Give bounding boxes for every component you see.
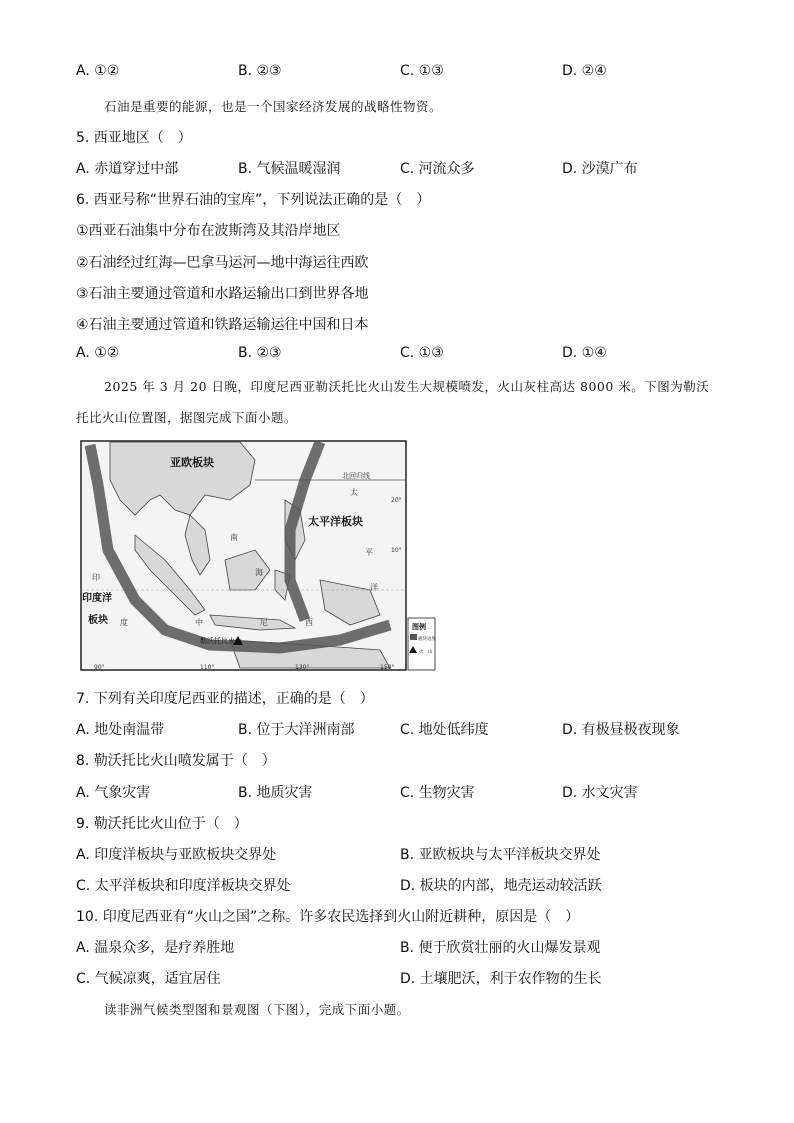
q6-options bbox=[76, 345, 736, 365]
map-char-nan: 南 bbox=[230, 533, 238, 542]
option-c: C. ①③ bbox=[400, 63, 444, 79]
map-char-xi: 西 bbox=[305, 618, 313, 627]
option-c: C. ①③ bbox=[400, 345, 444, 361]
option-d: D. 板块的内部，地壳运动较活跃 bbox=[400, 878, 602, 894]
option-b: B. ②③ bbox=[238, 345, 282, 361]
q6-stem: 6. 西亚号称“世界石油的宝库”，下列说法正确的是（ ） bbox=[76, 192, 431, 208]
option-c: C. 生物灾害 bbox=[400, 785, 475, 801]
q10-stem: 10. 印度尼西亚有“火山之国”之称。许多农民选择到火山附近耕种，原因是（ ） bbox=[76, 909, 580, 925]
pacific-plate-label: 太平洋板块 bbox=[308, 515, 363, 528]
map-legend bbox=[408, 618, 436, 670]
option-a: A. 气象灾害 bbox=[76, 785, 151, 801]
q10-options-row2 bbox=[76, 968, 736, 988]
option-d: D. 水文灾害 bbox=[562, 785, 638, 801]
q5-stem: 5. 西亚地区（ ） bbox=[76, 130, 192, 146]
option-d: D. ②④ bbox=[562, 63, 607, 79]
option-c: C. 河流众多 bbox=[400, 161, 475, 177]
option-a: A. 印度洋板块与亚欧板块交界处 bbox=[76, 847, 277, 863]
option-d: D. 沙漠广布 bbox=[562, 161, 638, 177]
volcano-location-map bbox=[80, 440, 436, 672]
option-c: C. 地处低纬度 bbox=[400, 722, 489, 738]
q4-options bbox=[76, 63, 736, 83]
map-char-ping: 平 bbox=[365, 548, 373, 557]
q8-options bbox=[76, 782, 736, 802]
legend-boundary-label: 板块边界 bbox=[418, 637, 436, 642]
option-b: B. 亚欧板块与太平洋板块交界处 bbox=[400, 847, 601, 863]
q6-statement-4: ④石油主要通过管道和铁路运输运往中国和日本 bbox=[76, 317, 369, 333]
indian-plate-label-2: 板块 bbox=[88, 615, 108, 626]
option-b: B. 便于欣赏壮丽的火山爆发景观 bbox=[400, 940, 601, 956]
option-d: D. 土壤肥沃，利于农作物的生长 bbox=[400, 971, 602, 987]
option-a: A. 赤道穿过中部 bbox=[76, 161, 179, 177]
map-char-yin: 印 bbox=[92, 573, 100, 582]
option-d: D. 有极昼极夜现象 bbox=[562, 722, 680, 738]
intro-volcano-line1: 2025 年 3 月 20 日晚，印度尼西亚勒沃托比火山发生大规模喷发，火山灰柱高达 8000 米。下图为勒沃 bbox=[104, 379, 710, 394]
option-a: A. 温泉众多，是疗养胜地 bbox=[76, 940, 235, 956]
legend-boundary-swatch bbox=[410, 634, 417, 640]
q10-options-row1 bbox=[76, 937, 736, 957]
map-char-ni: 尼 bbox=[260, 618, 268, 627]
option-c: C. 气候凉爽，适宜居住 bbox=[76, 971, 221, 987]
legend-title: 图例 bbox=[412, 623, 426, 631]
option-d: D. ①④ bbox=[562, 345, 607, 361]
option-a: A. 地处南温带 bbox=[76, 722, 165, 738]
q6-statement-1: ①西亚石油集中分布在波斯湾及其沿岸地区 bbox=[76, 223, 341, 239]
map-char-yang: 洋 bbox=[370, 583, 378, 592]
tropic-label: 北回归线 bbox=[342, 472, 370, 480]
map-char-zhong: 中 bbox=[195, 618, 203, 627]
q6-statement-3: ③石油主要通过管道和水路运输出口到世界各地 bbox=[76, 286, 369, 302]
lon-130-label: 130° bbox=[295, 664, 310, 671]
intro-volcano-line2: 托比火山位置图，据图完成下面小题。 bbox=[76, 410, 298, 425]
q9-options-row1 bbox=[76, 844, 736, 864]
option-b: B. 位于大洋洲南部 bbox=[238, 722, 355, 738]
indian-plate-label-1: 印度洋 bbox=[82, 593, 112, 604]
q7-stem: 7. 下列有关印度尼西亚的描述，正确的是（ ） bbox=[76, 691, 374, 707]
option-c: C. 太平洋板块和印度洋板块交界处 bbox=[76, 878, 291, 894]
option-a: A. ①② bbox=[76, 345, 120, 361]
q9-options-row2 bbox=[76, 875, 736, 895]
intro-oil: 石油是重要的能源，也是一个国家经济发展的战略性物资。 bbox=[104, 99, 443, 114]
map-char-hai: 海 bbox=[255, 568, 263, 577]
lon-90-label: 90° bbox=[94, 664, 105, 671]
legend-volcano-label: 火 山 bbox=[419, 650, 433, 655]
volcano-name-label: 勒沃托比火山 bbox=[200, 637, 242, 645]
lat-20-label: 20° bbox=[391, 497, 402, 504]
option-a: A. ①② bbox=[76, 63, 120, 79]
q9-stem: 9. 勒沃托比火山位于（ ） bbox=[76, 816, 248, 832]
option-b: B. ②③ bbox=[238, 63, 282, 79]
map-char-du: 度 bbox=[120, 618, 128, 627]
lat-10-label: 10° bbox=[391, 547, 402, 554]
option-b: B. 气候温暖湿润 bbox=[238, 161, 341, 177]
lon-110-label: 110° bbox=[200, 664, 215, 671]
q5-options bbox=[76, 158, 736, 178]
lon-150-label: 150° bbox=[380, 664, 395, 671]
option-b: B. 地质灾害 bbox=[238, 785, 313, 801]
intro-africa: 读非洲气候类型图和景观图（下图），完成下面小题。 bbox=[104, 1002, 410, 1017]
eurasian-plate-label: 亚欧板块 bbox=[170, 456, 214, 469]
map-char-tai: 太 bbox=[350, 488, 358, 497]
q8-stem: 8. 勒沃托比火山喷发属于（ ） bbox=[76, 753, 276, 769]
q7-options bbox=[76, 719, 736, 739]
q6-statement-2: ②石油经过红海—巴拿马运河—地中海运往西欧 bbox=[76, 255, 369, 271]
